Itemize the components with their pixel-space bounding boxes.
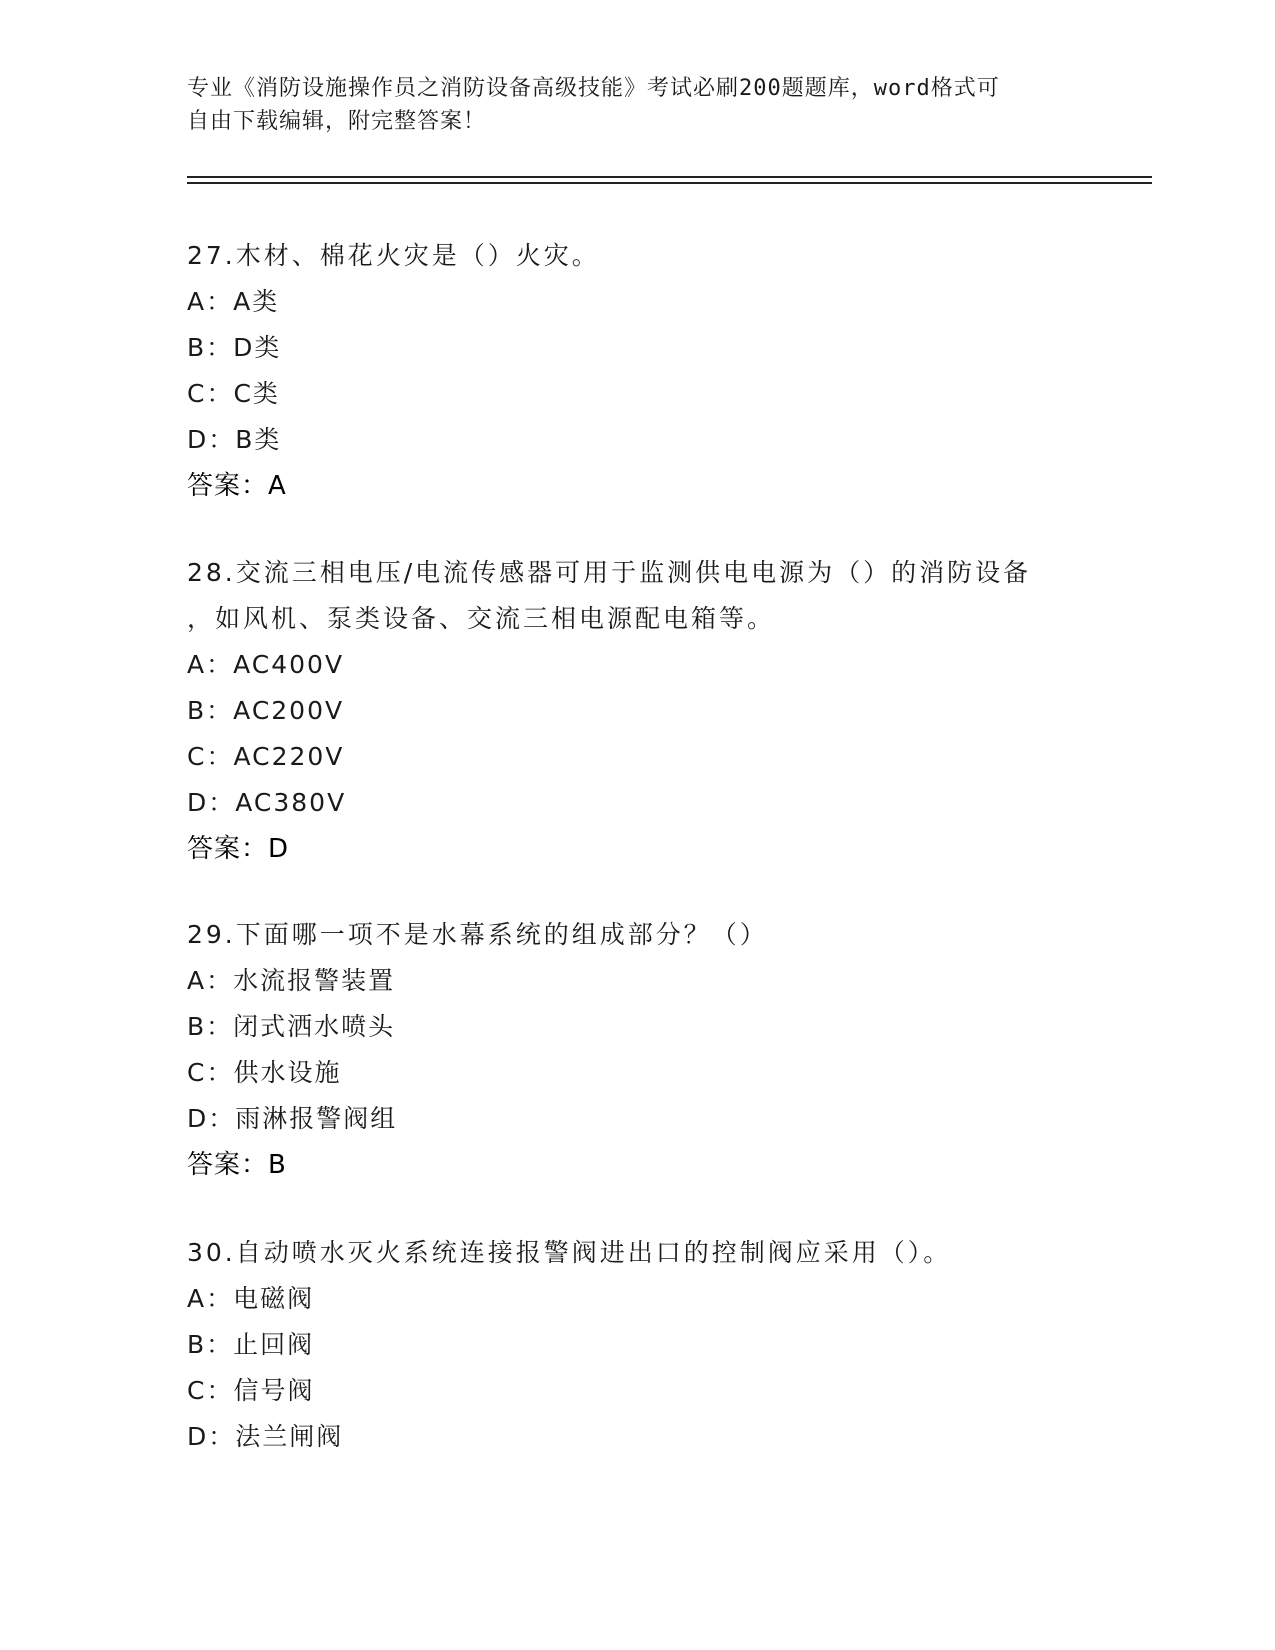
option-b: B：D类 bbox=[187, 333, 282, 362]
header-line-1: 专业《消防设施操作员之消防设备高级技能》考试必刷200题题库，word格式可 bbox=[187, 76, 1000, 101]
question-title: 30.自动喷水灭火系统连接报警阀进出口的控制阀应采用（）。 bbox=[187, 1238, 952, 1267]
answer: 答案：A bbox=[187, 471, 287, 501]
header-divider-top bbox=[187, 176, 1152, 178]
answer: 答案：D bbox=[187, 834, 290, 864]
question-title-line-1: 28.交流三相电压/电流传感器可用于监测供电电源为（）的消防设备 bbox=[187, 558, 1032, 587]
option-d: D：AC380V bbox=[187, 788, 347, 817]
option-c: C：AC220V bbox=[187, 742, 345, 771]
option-b: B：闭式洒水喷头 bbox=[187, 1012, 396, 1041]
option-d: D：法兰闸阀 bbox=[187, 1422, 344, 1451]
question-title-line-2: ，如风机、泵类设备、交流三相电源配电箱等。 bbox=[187, 604, 776, 633]
question-title: 27.木材、棉花火灾是（）火灾。 bbox=[187, 241, 600, 270]
option-d: D：雨淋报警阀组 bbox=[187, 1104, 398, 1133]
question-27 bbox=[187, 233, 1087, 509]
option-c: C：C类 bbox=[187, 379, 280, 408]
option-c: C：信号阀 bbox=[187, 1376, 315, 1405]
header-line-2: 自由下载编辑，附完整答案！ bbox=[187, 109, 487, 134]
option-b: B：止回阀 bbox=[187, 1330, 315, 1359]
answer: 答案：B bbox=[187, 1150, 287, 1180]
option-d: D：B类 bbox=[187, 425, 282, 454]
question-28 bbox=[187, 550, 1087, 872]
question-title: 29.下面哪一项不是水幕系统的组成部分？（） bbox=[187, 920, 768, 949]
option-c: C：供水设施 bbox=[187, 1058, 342, 1087]
option-a: A：AC400V bbox=[187, 650, 345, 679]
option-a: A：电磁阀 bbox=[187, 1284, 315, 1313]
document-header bbox=[187, 72, 1087, 138]
question-30 bbox=[187, 1230, 1087, 1460]
option-a: A：水流报警装置 bbox=[187, 966, 396, 995]
option-b: B：AC200V bbox=[187, 696, 345, 725]
header-divider-bottom bbox=[187, 182, 1152, 184]
option-a: A：A类 bbox=[187, 287, 280, 316]
question-29 bbox=[187, 912, 1087, 1188]
